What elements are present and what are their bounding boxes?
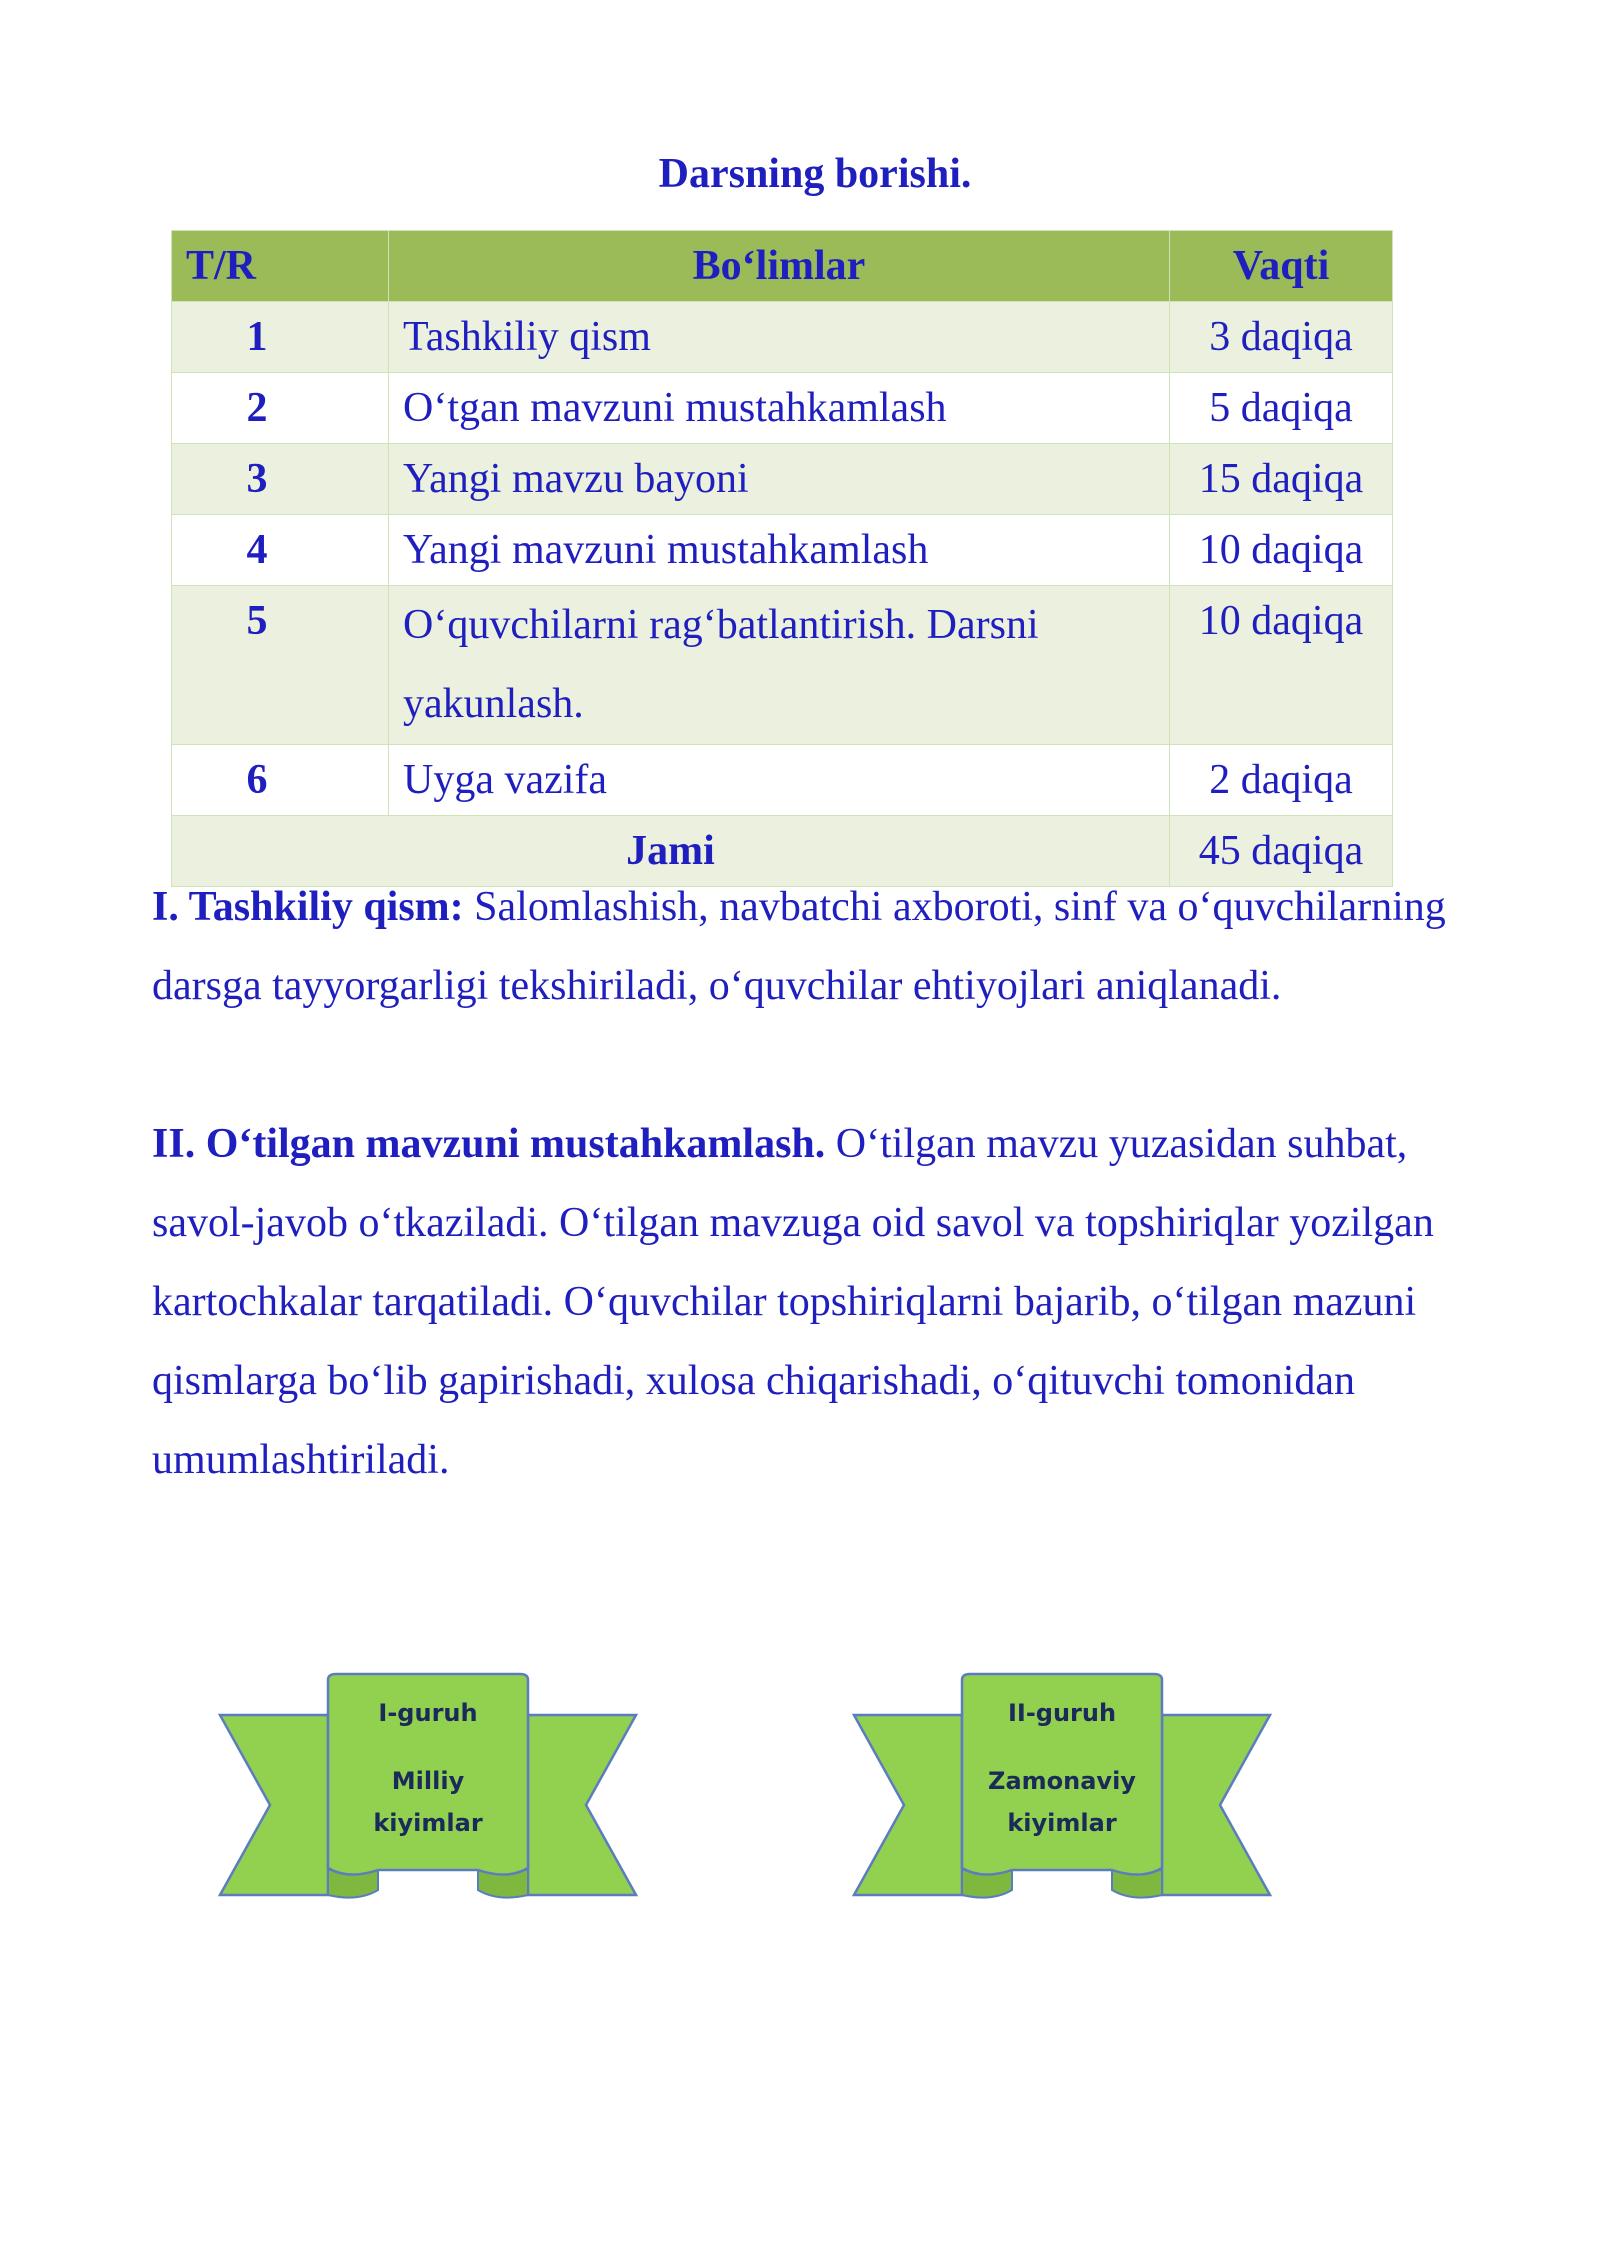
row-time: 10 daqiqa xyxy=(1170,586,1393,745)
lesson-plan-table xyxy=(171,230,1393,887)
row-section: Yangi mavzu bayoni xyxy=(389,444,1170,515)
table-row xyxy=(172,444,1393,515)
paragraph-heading: II. O‘tilgan mavzuni mustahkamlash. xyxy=(152,1121,826,1167)
row-number: 2 xyxy=(172,373,389,444)
row-number: 4 xyxy=(172,515,389,586)
row-section: Uyga vazifa xyxy=(389,745,1170,816)
row-time: 5 daqiqa xyxy=(1170,373,1393,444)
group-banner-1 xyxy=(218,1670,638,1910)
row-time: 2 daqiqa xyxy=(1170,745,1393,816)
row-section: Yangi mavzuni mustahkamlash xyxy=(389,515,1170,586)
banner-line: kiyimlar xyxy=(1007,1809,1117,1837)
row-section: O‘quvchilarni rag‘batlantirish. Darsni yakunlash. xyxy=(389,586,1170,745)
table-row xyxy=(172,373,1393,444)
row-time: 15 daqiqa xyxy=(1170,444,1393,515)
banner-line: Milliy xyxy=(391,1767,465,1795)
header-tr: T/R xyxy=(172,231,389,302)
table-row xyxy=(172,515,1393,586)
header-time: Vaqti xyxy=(1170,231,1393,302)
table-header-row xyxy=(172,231,1393,302)
group-banner-2 xyxy=(852,1670,1272,1910)
banner-body xyxy=(328,1760,528,1844)
paragraph-heading: I. Tashkiliy qism: xyxy=(152,884,464,930)
banner-body xyxy=(962,1760,1162,1844)
header-sections: Bo‘limlar xyxy=(389,231,1170,302)
banner-title: II-guruh xyxy=(1007,1699,1117,1727)
paragraph-review xyxy=(152,1105,1482,1500)
paragraph-text: Salomlashish, navbatchi axboroti, sinf va o‘quvchilarning darsga tayyorgarligi tekshiriladi, o‘quvchilar ehtiyojlari aniqlanadi. xyxy=(152,884,1446,1009)
banner-line: kiyimlar xyxy=(373,1809,483,1837)
total-time: 45 daqiqa xyxy=(1170,816,1393,887)
row-number: 1 xyxy=(172,302,389,373)
table-row xyxy=(172,745,1393,816)
row-time: 3 daqiqa xyxy=(1170,302,1393,373)
page-title: Darsning borishi. xyxy=(658,151,972,197)
table-row xyxy=(172,586,1393,745)
row-number: 3 xyxy=(172,444,389,515)
paragraph-text: O‘tilgan mavzu yuzasidan suhbat, savol-javob o‘tkaziladi. O‘tilgan mavzuga oid savol va topshiriqlar yozilgan kartochkalar tarqatiladi. O‘quvchilar topshiriqlarni bajarib, o‘tilgan mazuni qismlarga bo‘lib gapirishadi, xulosa chiqarishadi, o‘qituvchi tomonidan umumlashtiriladi. xyxy=(152,1121,1434,1483)
row-time: 10 daqiqa xyxy=(1170,515,1393,586)
banner-title: I-guruh xyxy=(378,1699,478,1727)
banner-line: Zamonaviy xyxy=(988,1767,1136,1795)
table-row xyxy=(172,302,1393,373)
row-section: O‘tgan mavzuni mustahkamlash xyxy=(389,373,1170,444)
paragraph-organizational xyxy=(152,868,1482,1026)
row-number: 5 xyxy=(172,586,389,745)
total-label: Jami xyxy=(172,816,1170,887)
row-number: 6 xyxy=(172,745,389,816)
row-section: Tashkiliy qism xyxy=(389,302,1170,373)
